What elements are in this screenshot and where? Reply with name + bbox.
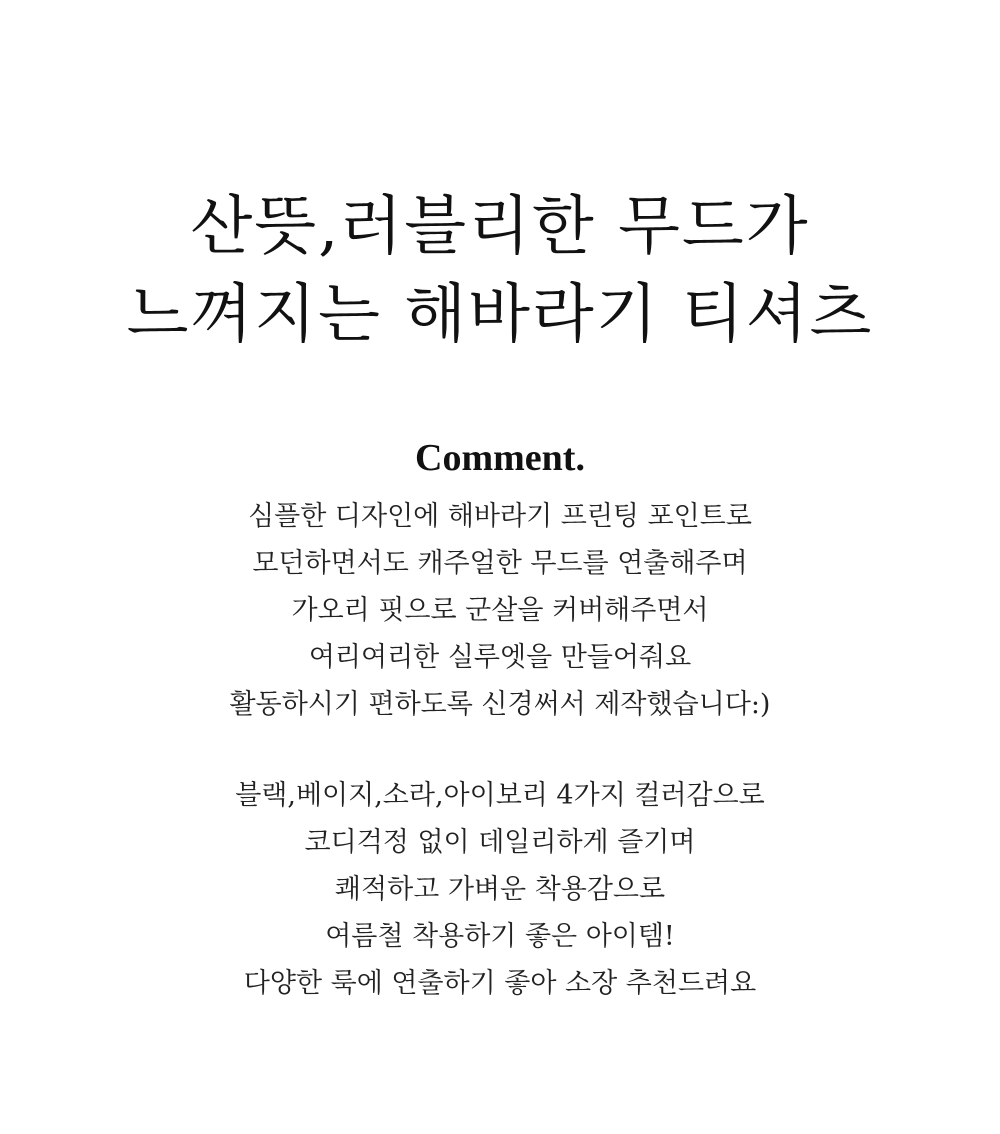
comment-line: 블랙,베이지,소라,아이보리 4가지 컬러감으로 [235,780,765,811]
comment-line: 여름철 착용하기 좋은 아이템! [325,921,675,952]
headline-line-2: 느껴지는 해바라기 티셔츠 [126,277,874,352]
comment-line: 코디걱정 없이 데일리하게 즐기며 [304,827,696,858]
comment-line: 다양한 룩에 연출하기 좋아 소장 추천드려요 [243,968,757,999]
comment-line: 여리여리한 실루엣을 만들어줘요 [308,642,692,673]
headline [0,183,1000,359]
comment-line: 심플한 디자인에 해바라기 프린팅 포인트로 [248,501,752,532]
comment-line: 활동하시기 편하도록 신경써서 제작했습니다:) [229,689,771,720]
comment-line: 가오리 핏으로 군살을 커버해주면서 [291,595,709,626]
comment-heading: Comment. [415,436,585,479]
comment-line: 쾌적하고 가벼운 착용감으로 [334,874,666,905]
comment-paragraph-1 [0,493,1000,728]
comment-line: 모던하면서도 캐주얼한 무드를 연출해주며 [252,548,748,579]
comment-paragraph-2 [0,772,1000,1007]
headline-line-1: 산뜻,러블리한 무드가 [190,189,810,264]
